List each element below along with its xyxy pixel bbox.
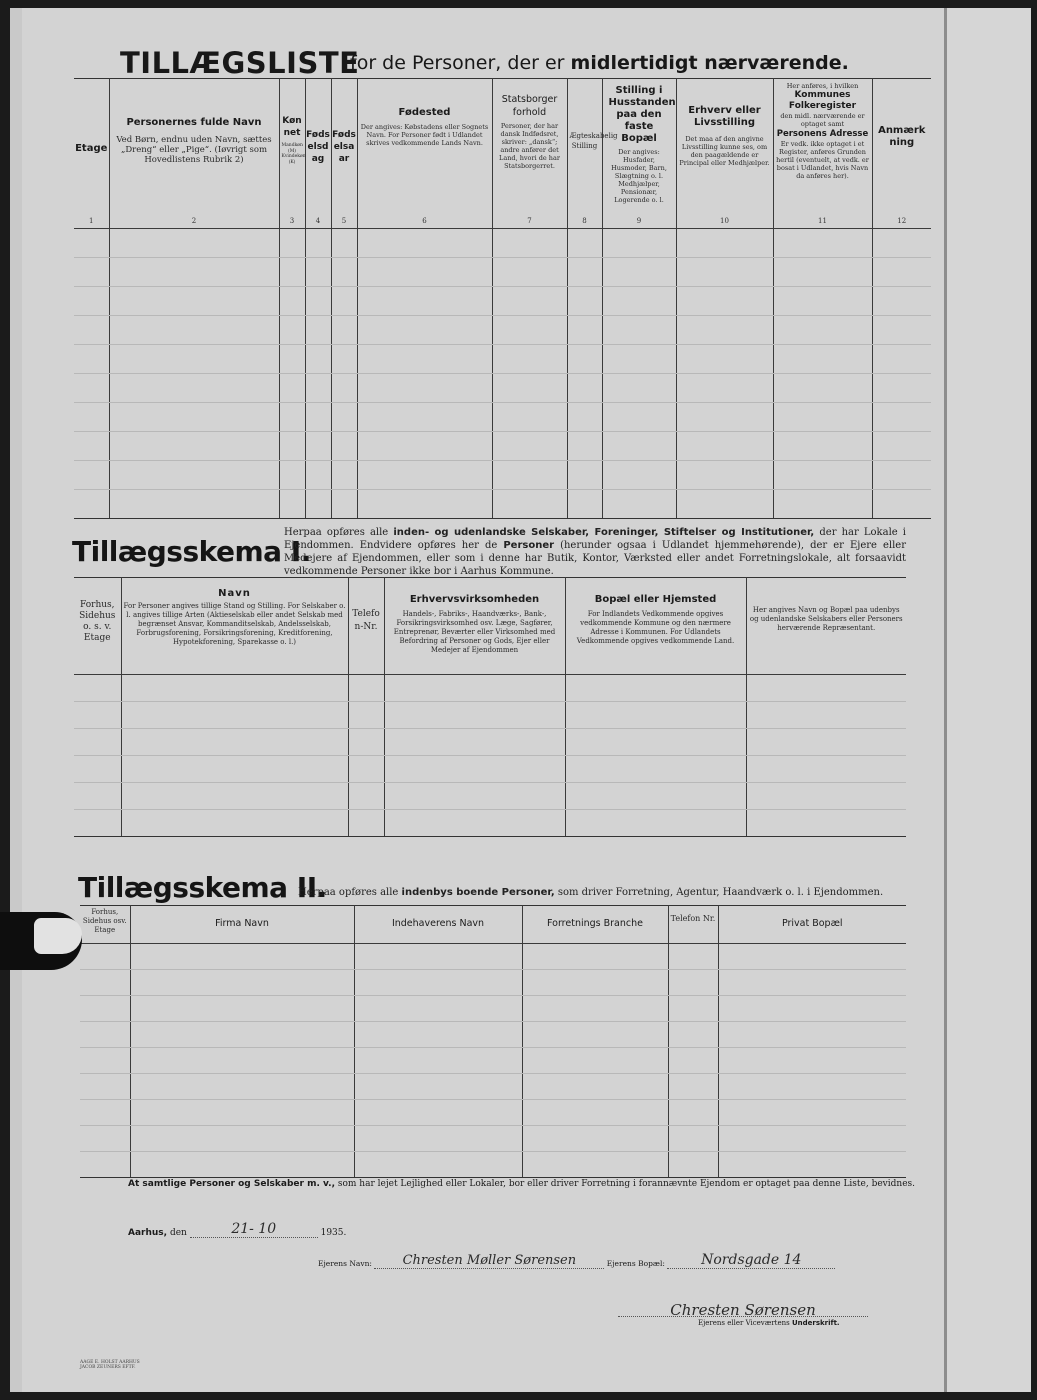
s2-col-phone: Telefon Nr. <box>668 906 718 944</box>
table-row <box>80 996 906 1022</box>
table-row <box>74 675 906 702</box>
table-row <box>80 1048 906 1074</box>
s2-col-firm: Firma Navn <box>130 906 354 944</box>
thumbnail-highlight <box>34 918 82 954</box>
col-occupation: Erhverv eller Livsstilling Det maa af den angivne Livsstilling kunne ses, om den paagældende er Principal eller Medhjælper. 10 <box>676 79 773 229</box>
table-row <box>80 944 906 970</box>
date-line: Aarhus, den 21- 10 1935. <box>128 1221 347 1238</box>
form-page <box>22 8 944 1392</box>
skema1-intro: Herpaa opføres alle inden- og udenlandske Selskaber, Foreninger, Stiftelser og Institutioner, der har Lokale i Ejendommen. Endvidere opføres her de Personer (herunder ogsaa i Udlandet hjemmehørende), der er Ejere eller Medejere af Ejendommen, eller som i denne har Butik, Kontor, Værksted eller andet Forretningslokale, alt forsaavidt vedkommende Personer ikke bor i Aarhus Kommune. <box>284 527 907 577</box>
main-list-subtitle-pre: for de Personer, der er <box>350 52 565 74</box>
s1-col-representative: Her angives Navn og Bopæl paa udenbys og udenlandske Selskabers eller Personers herværende Repræsentant. <box>746 578 906 675</box>
col-birthplace: Fødested Der angives: Købstadens eller Sognets Navn. For Personer født i Udlandet skrives vedkommende Lands Navn. 6 <box>357 79 492 229</box>
col-gender: Kønnet Mandkøn (M) Kvindekøn (K) 3 <box>279 79 305 229</box>
main-list-subtitle-bold: midlertidigt nærværende. <box>570 52 849 74</box>
declaration: At samtlige Personer og Selskaber m. v., som har lejet Lejlighed eller Lokaler, bor eller driver Forretning i forannævnte Ejendom er optaget paa denne Liste, bevidnes. <box>128 1179 915 1189</box>
s1-col-etage: Forhus, Sidehus o. s. v. Etage <box>74 578 121 675</box>
s2-col-branch: Forretnings Branche <box>522 906 668 944</box>
table-row <box>74 729 906 756</box>
col-remarks: Anmærkning 12 <box>872 79 931 229</box>
table-row <box>74 258 931 287</box>
skema1-header-row <box>74 578 906 675</box>
s1-col-residence: Bopæl eller Hjemsted For Indlandets Vedkommende opgives vedkommende Kommune og den nærmere Adresse i Kommunen. For Udlandets Vedkommende opgives vedkommende Land. <box>565 578 746 675</box>
col-registry: Her anføres, i hvilken Kommunes Folkeregister den midl. nærværende er optaget samt Personens Adresse Er vedk. ikke optaget i et Register, anføres Grunden hertil (eventuelt, at vedk. er bosat i Udlandet, hvis Navn da anføres her). 11 <box>773 79 872 229</box>
table-row <box>80 970 906 996</box>
main-list-header-row <box>74 79 931 229</box>
table-row <box>74 432 931 461</box>
table-row <box>80 1100 906 1126</box>
table-row <box>74 702 906 729</box>
col-full-name: Personernes fulde Navn Ved Børn, endnu uden Navn, sættes „Dreng“ eller „Pige“. (Iøvrigt som Hovedlistens Rubrik 2) 2 <box>109 79 279 229</box>
table-row <box>74 810 906 837</box>
main-list-table <box>74 78 931 519</box>
col-marital-status: Ægteskabelig Stilling 8 <box>567 79 602 229</box>
skema1-title: Tillægsskema I. <box>72 535 311 568</box>
col-etage: Etage 1 <box>74 79 109 229</box>
s2-col-etage: Forhus, Sidehus osv. Etage <box>80 906 130 944</box>
table-row <box>74 229 931 258</box>
main-list-subtitle <box>350 52 849 74</box>
printer-imprint: AAGE E. HOLST AARHUS JACOB ZEUNERS EFTF. <box>80 1360 140 1370</box>
s1-col-name: Navn For Personer angives tillige Stand og Stilling. For Selskaber o. l. angives tillige Arten (Aktieselskab eller andet Selskab med begrænset Ansvar, Kommanditselskab, Andelsselskab, Forbrugsforening, Forsikringsforening, Kreditforening, Hypotekforening, Sparekasse o. l.) <box>121 578 348 675</box>
date-field[interactable]: 21- 10 <box>190 1221 318 1238</box>
table-row <box>74 316 931 345</box>
owner-address-field[interactable]: Nordsgade 14 <box>667 1252 835 1269</box>
table-row <box>74 783 906 810</box>
s2-col-owner: Indehaverens Navn <box>354 906 522 944</box>
table-row <box>80 1074 906 1100</box>
table-row <box>74 345 931 374</box>
table-row <box>80 1022 906 1048</box>
signature-field[interactable] <box>618 1300 868 1317</box>
page-fold <box>944 8 947 1392</box>
skema2-intro: Herpaa opføres alle indenbys boende Personer, som driver Forretning, Agentur, Haandværk o. l. i Ejendommen. <box>298 887 884 898</box>
signature: Chresten Sørensen <box>670 1301 816 1319</box>
main-list-title: TILLÆGSLISTE <box>120 46 360 80</box>
table-row <box>80 1152 906 1178</box>
col-citizenship: Statsborgerforhold Personer, der har dansk Indfødsret, skriver: „dansk“; andre anfører det Land, hvori de har Statsborgerret. 7 <box>492 79 567 229</box>
next-page-edge <box>946 8 1031 1392</box>
table-row <box>74 403 931 432</box>
s1-col-phone: Telefon-Nr. <box>348 578 384 675</box>
skema1-table <box>74 577 906 837</box>
col-birthyear: Fødselsaar 5 <box>331 79 357 229</box>
table-row <box>74 287 931 316</box>
table-row <box>74 490 931 519</box>
table-row <box>74 461 931 490</box>
owner-line: Ejerens Navn: Chresten Møller Sørensen Ejerens Bopæl: Nordsgade 14 <box>318 1254 835 1271</box>
signature-label: Ejerens eller Viceværtens Underskrift. <box>698 1319 840 1327</box>
skema2-title: Tillægsskema II. <box>78 871 327 904</box>
col-birthday: Fødselsdag 4 <box>305 79 331 229</box>
table-row <box>74 374 931 403</box>
skema2-header-row <box>80 906 906 944</box>
s1-col-business: Erhvervsvirksomheden Handels-, Fabriks-, Haandværks-, Bank-, Forsikringsvirksomhed osv. Læge, Sagfører, Entreprenør, Beværter eller Virksomhed med Befordring af Personer og Gods, Ejer eller Medejer af Ejendommen <box>384 578 565 675</box>
col-household-position: Stilling i Husstanden paa den faste Bopæl Der angives: Husfader, Husmoder, Barn, Slægtning o. l. Medhjælper, Pensionær, Logerende o. l. 9 <box>602 79 676 229</box>
table-row <box>80 1126 906 1152</box>
table-row <box>74 756 906 783</box>
s2-col-private: Privat Bopæl <box>718 906 906 944</box>
owner-name-field[interactable]: Chresten Møller Sørensen <box>374 1253 604 1269</box>
skema2-table <box>80 905 906 1178</box>
